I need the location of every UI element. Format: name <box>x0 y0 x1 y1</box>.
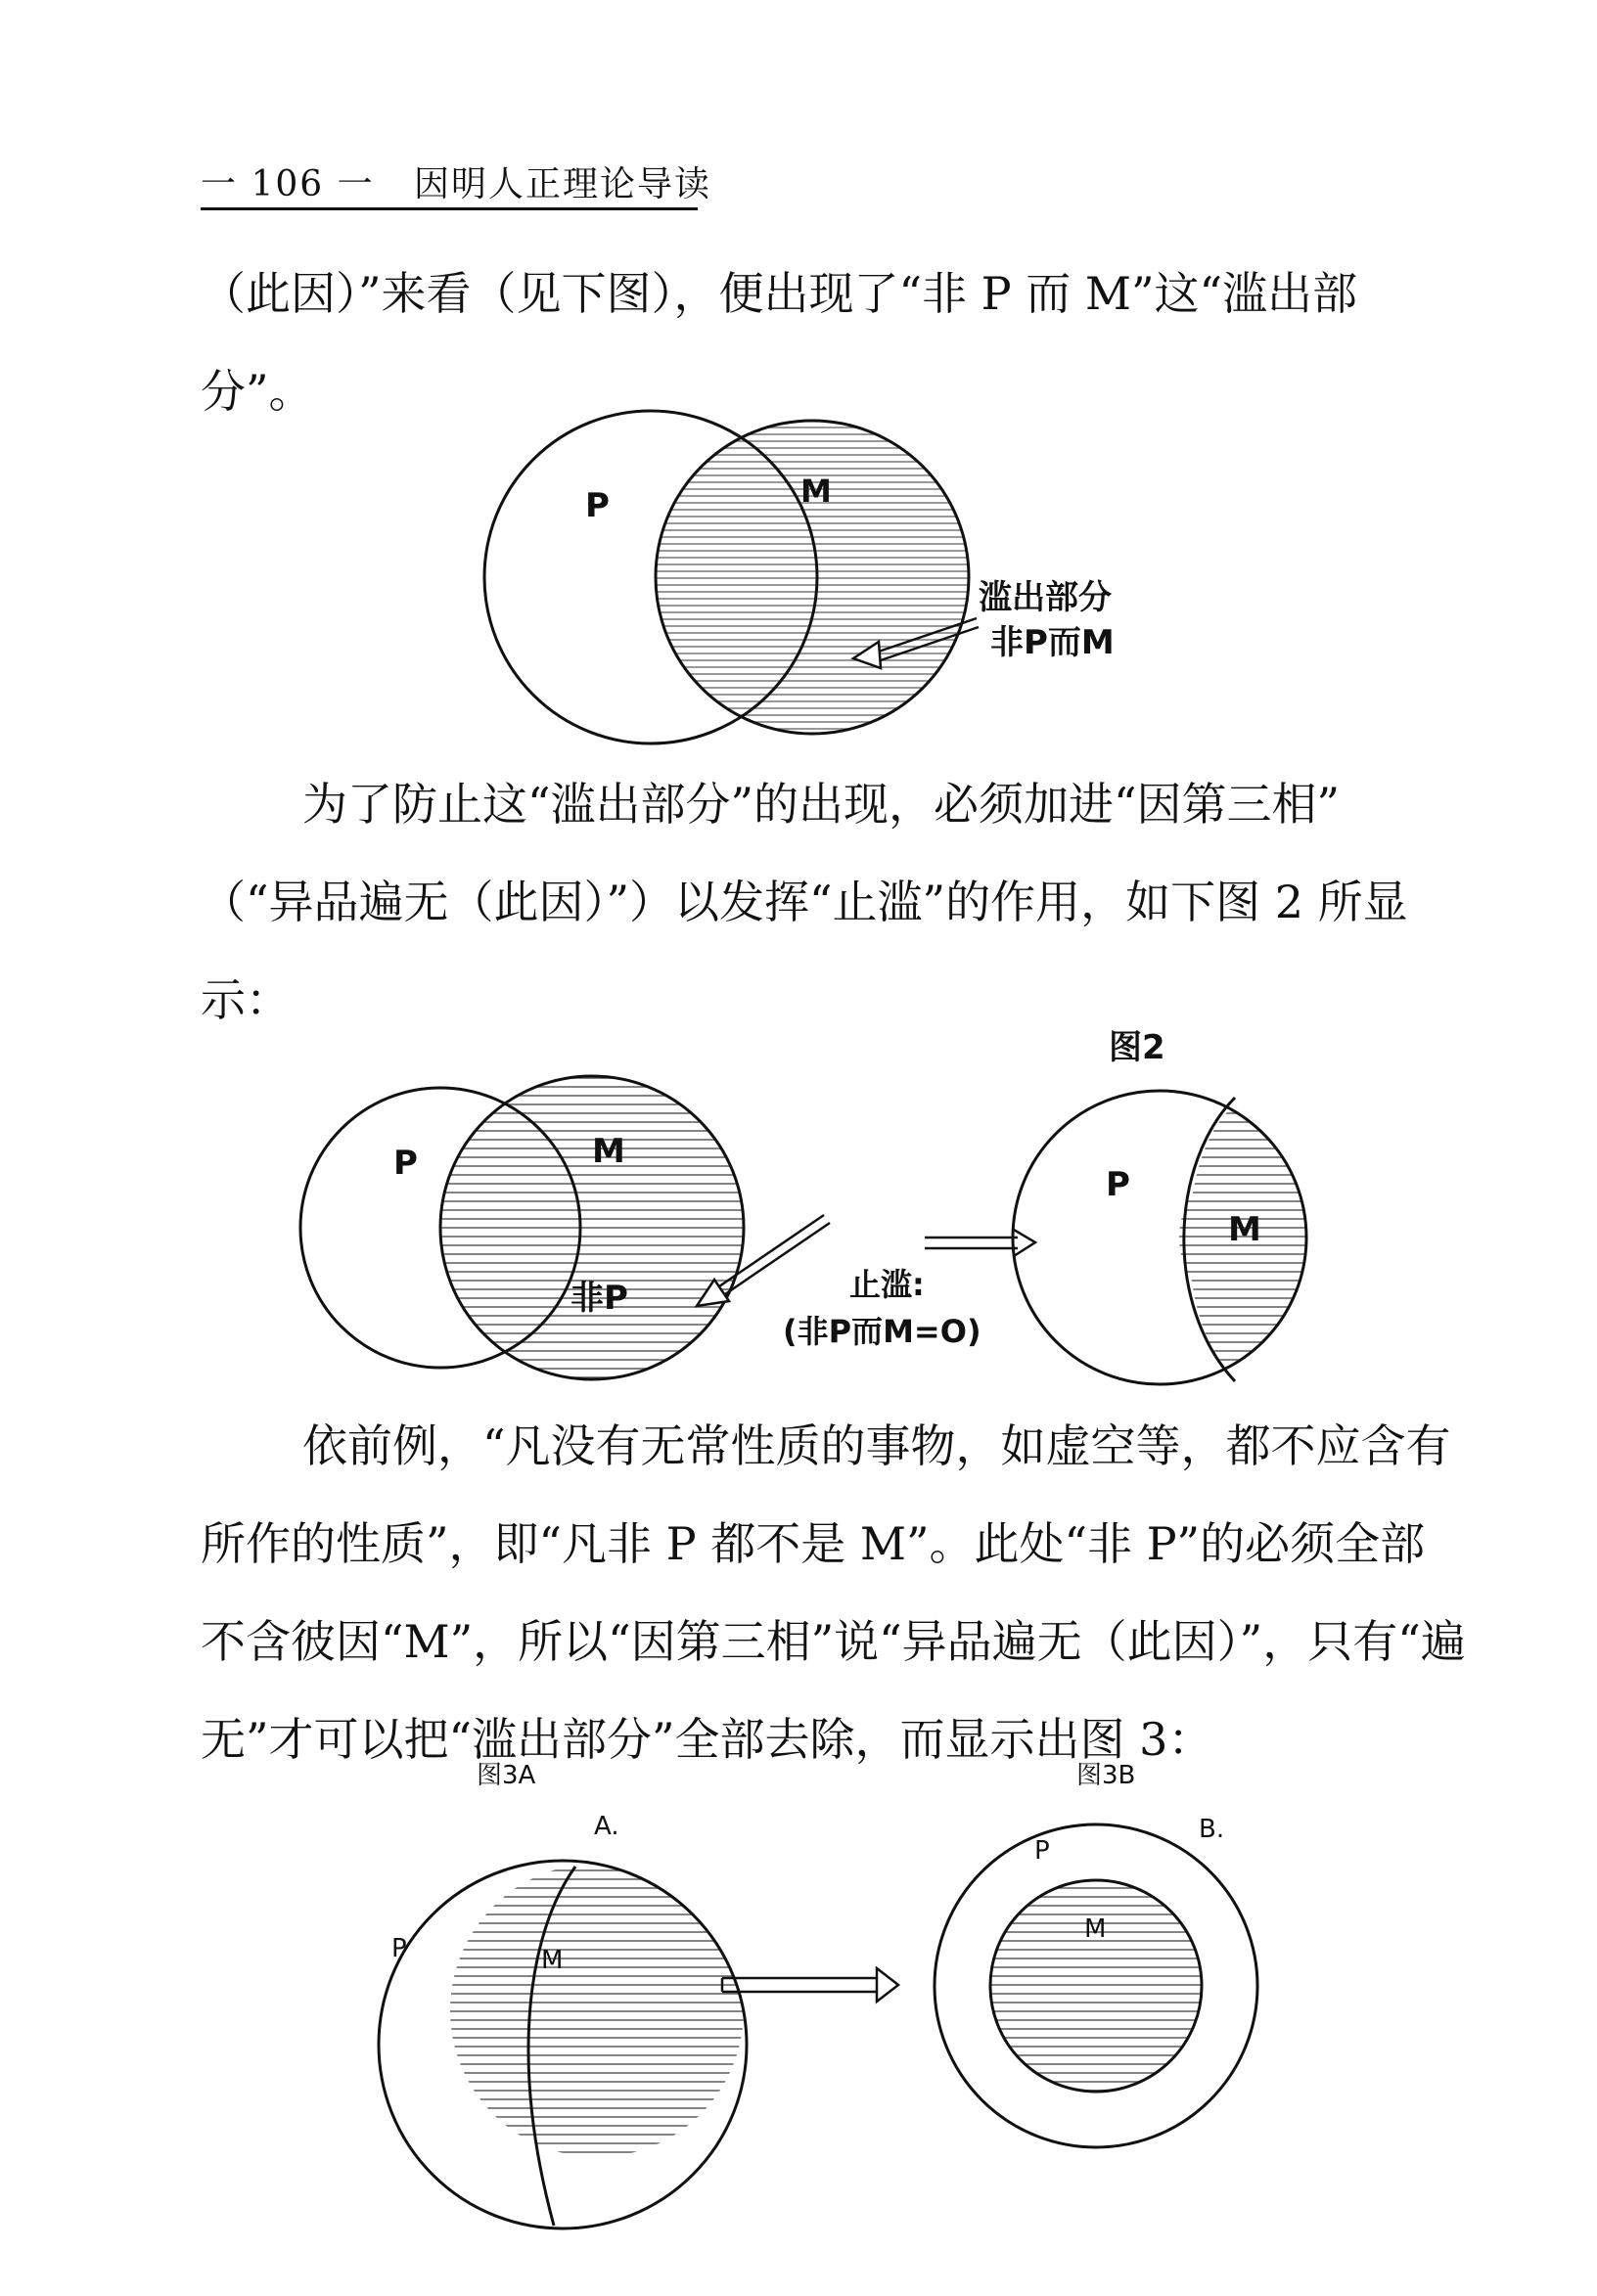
text-line: 依前例，“凡没有无常性质的事物，如虚空等，都不应含有 <box>302 1419 1451 1472</box>
overflow-annotation-line2: 非P而M <box>990 623 1115 662</box>
a-m-label: M <box>541 1946 564 1975</box>
text-line: 无”才可以把“滥出部分”全部去除，而显示出图 3： <box>201 1713 1213 1766</box>
paragraph-2 <box>201 755 1414 1049</box>
b-m-circle <box>990 1880 1202 2092</box>
text-line: （此因）”来看（见下图），便出现了“非 P 而 M”这“滥出部 <box>201 267 1357 320</box>
stop-formula: (非P而M=O) <box>783 1313 981 1350</box>
figure-1 <box>484 411 1115 743</box>
book-title: 因明人正理论导读 <box>413 164 711 204</box>
text-line: 为了防止这“滥出部分”的出现，必须加进“因第三相” <box>302 778 1341 831</box>
right-p-label: P <box>1106 1165 1130 1204</box>
m-label: M <box>800 473 832 510</box>
figure-3b-caption: 图3B <box>1076 1761 1136 1790</box>
a-m-fill <box>450 1864 744 2157</box>
figure-2-caption: 图2 <box>1109 1028 1165 1067</box>
text-line: 分”。 <box>201 365 314 418</box>
b-tag: B. <box>1199 1815 1225 1844</box>
text-line: 所作的性质”，即“凡非 P 都不是 M”。此处“非 P”的必须全部 <box>201 1517 1426 1570</box>
fig3-transition-arrow <box>722 1968 898 2002</box>
page-number: 一 106 一 <box>201 164 375 204</box>
a-tag: A. <box>594 1812 619 1841</box>
b-p-label: P <box>1034 1836 1050 1866</box>
text-line: 示： <box>201 973 291 1026</box>
stop-label: 止滥: <box>849 1266 925 1303</box>
text-line: （“异品遍无（此因）”）以发挥“止滥”的作用，如下图 2 所显 <box>201 876 1408 928</box>
text-line: 不含彼因“M”，所以“因第三相”说“异品遍无（此因）”，只有“遍 <box>201 1615 1466 1668</box>
right-m-label: M <box>1228 1210 1261 1249</box>
figure-3 <box>379 1761 1257 2228</box>
transition-arrow <box>925 1230 1035 1256</box>
b-m-label: M <box>1084 1914 1107 1944</box>
overflow-annotation-line1: 滥出部分 <box>979 578 1112 617</box>
left-p-label: P <box>393 1144 418 1183</box>
a-p-label: P <box>391 1934 407 1963</box>
m-circle-fill <box>656 421 969 734</box>
figure-2 <box>300 1028 1336 1384</box>
paragraph-3 <box>201 1397 1466 1788</box>
left-m-circle-fill <box>440 1076 744 1379</box>
p-label: P <box>585 486 610 525</box>
left-fei-p-label: 非P <box>570 1279 628 1318</box>
figure-3a-caption: 图3A <box>477 1761 536 1790</box>
left-m-label: M <box>592 1132 625 1171</box>
